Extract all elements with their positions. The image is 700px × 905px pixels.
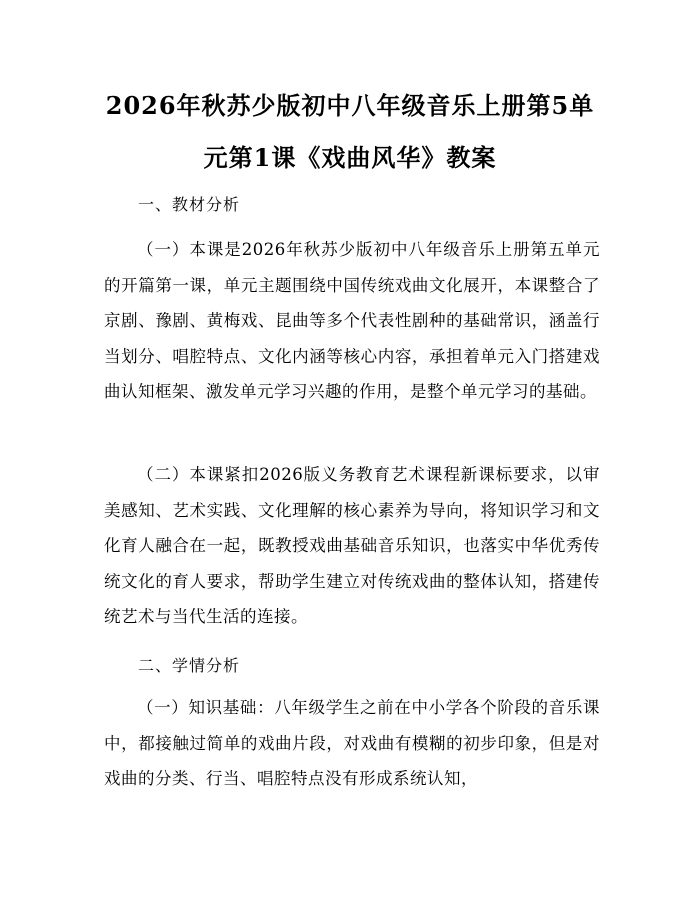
section-heading-teaching-material: 一、教材分析 [138,195,241,214]
paragraph-student-analysis-1: （一）知识基础：八年级学生之前在中小学各个阶段的音乐课中，都接触过简单的戏曲片段，对戏曲有模糊的初步印象，但是对戏曲的分类、行当、唱腔特点没有形成系统认知， [104,698,600,788]
paragraph-material-analysis-2: （二）本课紧扣2026版义务教育艺术课程新课标要求，以审美感知、艺术实践、文化理解的核心素养为导向，将知识学习和文化育人融合在一起，既教授戏曲基础音乐知识，也落实中华优秀传统文化的育人要求，帮助学生建立对传统戏曲的整体认知，搭建传统艺术与当代生活的连接。 [104,465,600,626]
section-heading-student-analysis: 二、学情分析 [138,656,241,675]
paragraph-material-analysis-1: （一）本课是2026年秋苏少版初中八年级音乐上册第五单元的开篇第一课，单元主题围绕中国传统戏曲文化展开，本课整合了京剧、豫剧、黄梅戏、昆曲等多个代表性剧种的基础常识，涵盖行当划分、唱腔特点、文化内涵等核心内容，承担着单元入门搭建戏曲认知框架、激发单元学习兴趣的作用，是整个单元学习的基础。 [104,240,600,401]
document-title-line-2: 元第1课《戏曲风华》教案 [203,143,497,172]
document-title-line-1: 2026年秋苏少版初中八年级音乐上册第5单 [105,91,595,120]
